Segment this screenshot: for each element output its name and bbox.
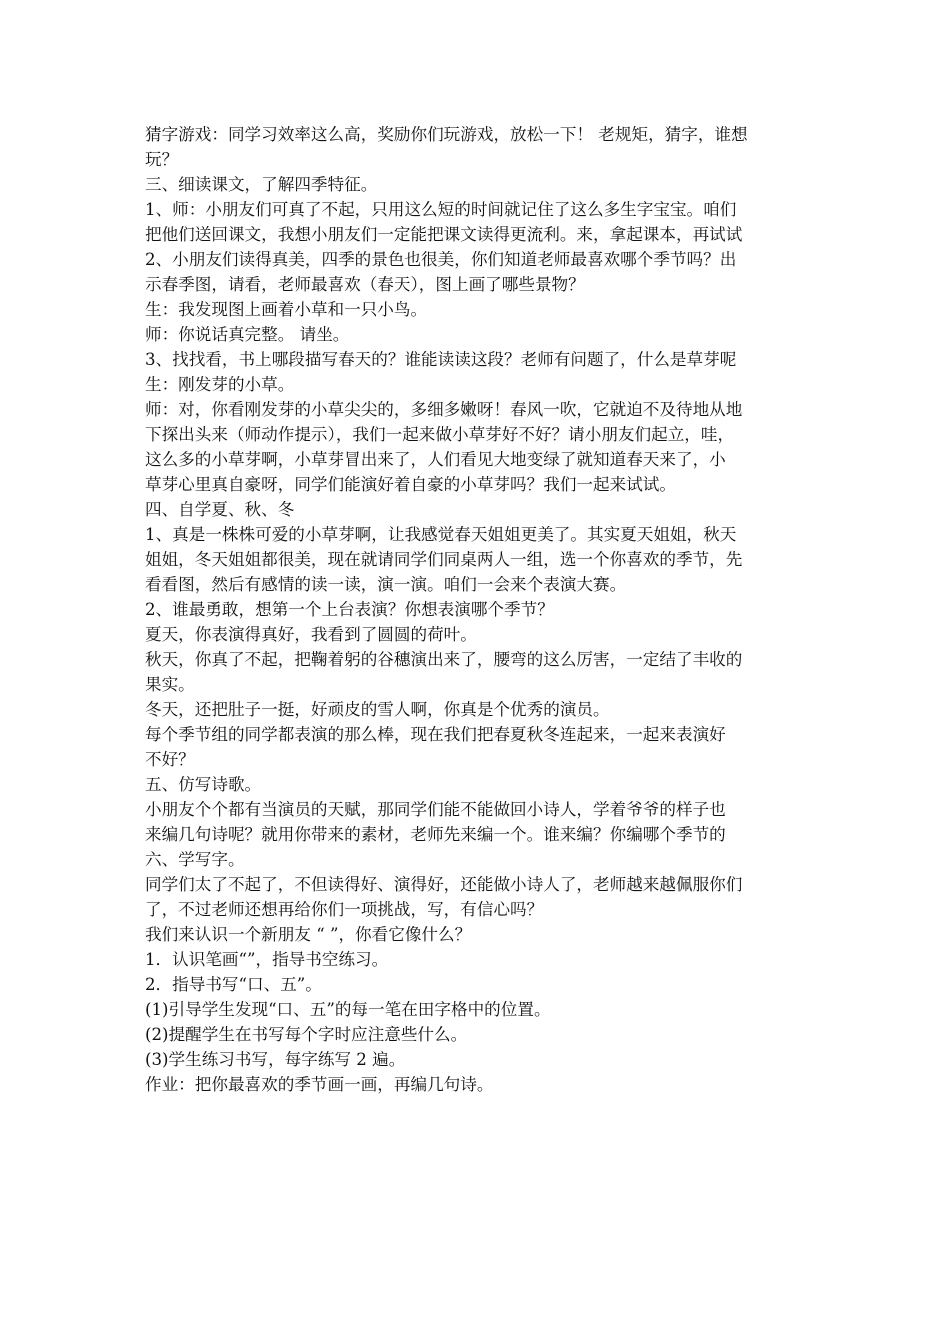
text-line: 小朋友个个都有当演员的天赋，那同学们能不能做回小诗人，学着爷爷的样子也 xyxy=(145,800,726,819)
section-heading: 六、学写字。 xyxy=(145,850,245,869)
text-line: 同学们太了不起了，不但读得好、演得好，还能做小诗人了，老师越来越佩服你们 xyxy=(145,875,743,894)
text-line: 每个季节组的同学都表演的那么棒，现在我们把春夏秋冬连起来，一起来表演好 xyxy=(145,725,726,744)
section-heading: 五、仿写诗歌。 xyxy=(145,775,262,794)
list-item: 2．指导书写“口、五”。 xyxy=(145,975,322,994)
text-line: 2、谁最勇敢，想第一个上台表演？你想表演哪个季节？ xyxy=(145,600,554,619)
text-line: 1、真是一株株可爱的小草芽啊，让我感觉春天姐姐更美了。其实夏天姐姐，秋天 xyxy=(145,525,737,544)
text-line: 姐姐，冬天姐姐都很美，现在就请同学们同桌两人一组，选一个你喜欢的季节，先 xyxy=(145,550,743,569)
list-item: 1．认识笔画“”，指导书空练习。 xyxy=(145,950,389,969)
text-line: 我们来认识一个新朋友 “ ”，你看它像什么？ xyxy=(145,925,472,944)
text-line: 示春季图，请看，老师最喜欢（春天），图上画了哪些景物？ xyxy=(145,275,585,294)
text-line: 把他们送回课文，我想小朋友们一定能把课文读得更流利。来，拿起课本，再试试 xyxy=(145,225,743,244)
text-line: 玩？ xyxy=(145,150,179,169)
section-heading: 四、自学夏、秋、冬 xyxy=(145,500,295,519)
text-line: 3、找找看，书上哪段描写春天的？谁能读读这段？老师有问题了，什么是草芽呢 xyxy=(145,350,737,369)
text-line: 这么多的小草芽啊，小草芽冒出来了，人们看见大地变绿了就知道春天来了，小 xyxy=(145,450,726,469)
text-line: 冬天，还把肚子一挺，好顽皮的雪人啊，你真是个优秀的演员。 xyxy=(145,700,610,719)
section-heading: 三、细读课文，了解四季特征。 xyxy=(145,175,378,194)
document-body xyxy=(145,122,810,1097)
list-item: (2)提醒学生在书写每个字时应注意些什么。 xyxy=(145,1025,468,1044)
text-line: 生：我发现图上画着小草和一只小鸟。 xyxy=(145,300,428,319)
text-line: 看看图，然后有感情的读一读，演一演。咱们一会来个表演大赛。 xyxy=(145,575,627,594)
text-line: 果实。 xyxy=(145,675,195,694)
text-line: 猜字游戏：同学习效率这么高，奖励你们玩游戏，放松一下！ 老规矩，猜字，谁想 xyxy=(145,125,748,144)
text-line: 2、小朋友们读得真美，四季的景色也很美，你们知道老师最喜欢哪个季节吗？出 xyxy=(145,250,737,269)
text-line: 师：对，你看刚发芽的小草尖尖的，多细多嫩呀！春风一吹，它就迫不及待地从地 xyxy=(145,400,743,419)
text-line: 夏天，你表演得真好，我看到了圆圆的荷叶。 xyxy=(145,625,477,644)
text-line: 来编几句诗呢？就用你带来的素材，老师先来编一个。谁来编？你编哪个季节的 xyxy=(145,825,726,844)
homework-line: 作业：把你最喜欢的季节画一画，再编几句诗。 xyxy=(145,1075,494,1094)
text-line: 师：你说话真完整。 请坐。 xyxy=(145,325,350,344)
text-line: 不好？ xyxy=(145,750,195,769)
list-item: (1)引导学生发现“口、五”的每一笔在田字格中的位置。 xyxy=(145,1000,551,1019)
list-item: (3)学生练习书写，每字练写 2 遍。 xyxy=(145,1050,406,1069)
text-line: 生：刚发芽的小草。 xyxy=(145,375,295,394)
text-line: 1、师：小朋友们可真了不起，只用这么短的时间就记住了这么多生字宝宝。咱们 xyxy=(145,200,737,219)
text-line: 了，不过老师还想再给你们一项挑战，写，有信心吗？ xyxy=(145,900,544,919)
text-line: 秋天，你真了不起，把鞠着躬的谷穗演出来了，腰弯的这么厉害，一定结了丰收的 xyxy=(145,650,743,669)
text-line: 草芽心里真自豪呀，同学们能演好着自豪的小草芽吗？我们一起来试试。 xyxy=(145,475,676,494)
text-line: 下探出头来（师动作提示），我们一起来做小草芽好不好？请小朋友们起立，哇， xyxy=(145,425,735,444)
